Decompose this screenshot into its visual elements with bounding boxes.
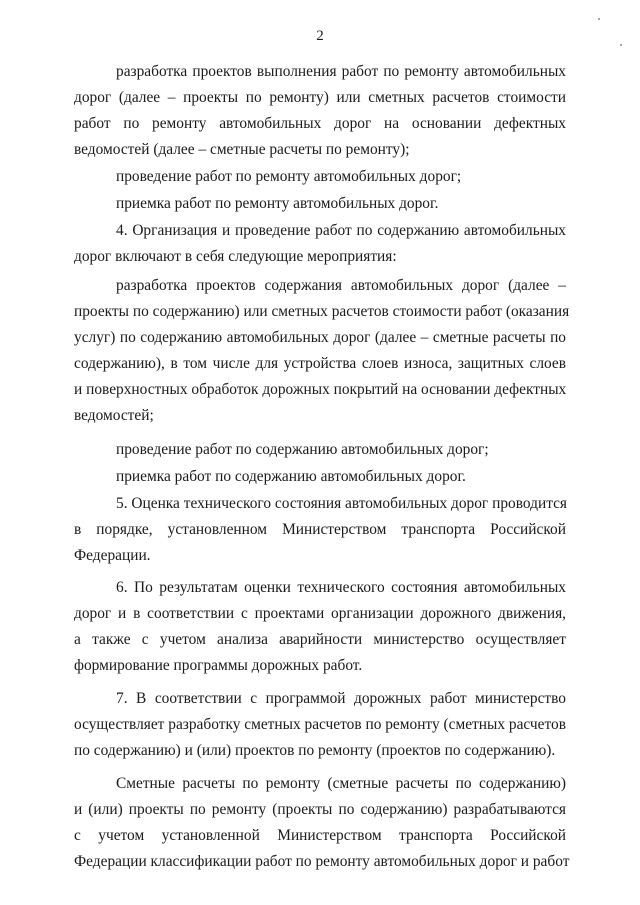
text-line: с учетом установленной Министерством транспорта Российской (74, 827, 566, 844)
text-line: Сметные расчеты по ремонту (сметные расчеты по содержанию) (116, 775, 566, 792)
paragraph (74, 491, 566, 569)
text-line: проведение работ по ремонту автомобильных дорог; (116, 168, 462, 185)
paragraph (74, 464, 566, 490)
text-line: Федерации. (74, 547, 151, 564)
text-line: и поверхностных обработок дорожных покрытий на основании дефектных (74, 381, 567, 398)
text-line: услуг) по содержанию автомобильных дорог (далее – сметные расчеты по (74, 329, 566, 346)
text-line: разработка проектов содержания автомобильных дорог (далее – (116, 277, 566, 294)
text-line: формирование программы дорожных работ. (74, 657, 363, 674)
text-line: по содержанию) и (или) проектов по ремонту (проектов по содержанию). (74, 742, 556, 759)
text-line: а также с учетом анализа аварийности министерство осуществляет (74, 631, 566, 648)
paragraph (74, 59, 566, 163)
text-line: содержанию), в том числе для устройства слоев износа, защитных слоев (74, 355, 566, 372)
paragraph (74, 218, 566, 270)
paragraph (74, 164, 566, 190)
paragraph (74, 191, 566, 217)
text-line: дорог и в соответствии с проектами организации дорожного движения, (74, 605, 566, 622)
text-line: осуществляет разработку сметных расчетов по ремонту (сметных расчетов (74, 716, 566, 733)
text-line: ведомостей (далее – сметные расчеты по ремонту); (74, 141, 410, 158)
scan-speck (598, 18, 600, 20)
text-line: дорог включают в себя следующие мероприятия: (74, 248, 397, 265)
text-line: 5. Оценка технического состояния автомобильных дорог проводится (116, 495, 568, 512)
text-line: Федерации классификации работ по ремонту автомобильных дорог и работ (74, 853, 570, 870)
text-line: разработка проектов выполнения работ по ремонту автомобильных (116, 63, 566, 80)
paragraph (74, 273, 570, 429)
text-line: 4. Организация и проведение работ по содержанию автомобильных (116, 222, 566, 239)
scan-speck (620, 44, 622, 46)
text-line: 6. По результатам оценки технического состояния автомобильных (116, 579, 566, 596)
paragraph (74, 437, 566, 463)
text-line: ведомостей; (74, 407, 154, 424)
text-line: работ по ремонту автомобильных дорог на основании дефектных (74, 115, 566, 132)
document-body (74, 59, 570, 875)
text-line: 7. В соответствии с программой дорожных работ министерство (116, 690, 566, 707)
text-line: приемка работ по ремонту автомобильных дорог. (116, 195, 439, 212)
text-line: и (или) проекты по ремонту (проекты по содержанию) разрабатываются (74, 801, 566, 818)
text-line: проведение работ по содержанию автомобильных дорог; (116, 441, 489, 458)
paragraph (74, 575, 566, 679)
text-line: приемка работ по содержанию автомобильных дорог. (116, 468, 466, 485)
paragraph (74, 771, 570, 875)
page-number: 2 (316, 28, 324, 44)
text-line: в порядке, установленном Министерством транспорта Российской (74, 521, 566, 538)
paragraph (74, 686, 566, 764)
text-line: дорог (далее – проекты по ремонту) или сметных расчетов стоимости (74, 89, 566, 106)
text-line: проекты по содержанию) или сметных расчетов стоимости работ (оказания (74, 303, 570, 320)
